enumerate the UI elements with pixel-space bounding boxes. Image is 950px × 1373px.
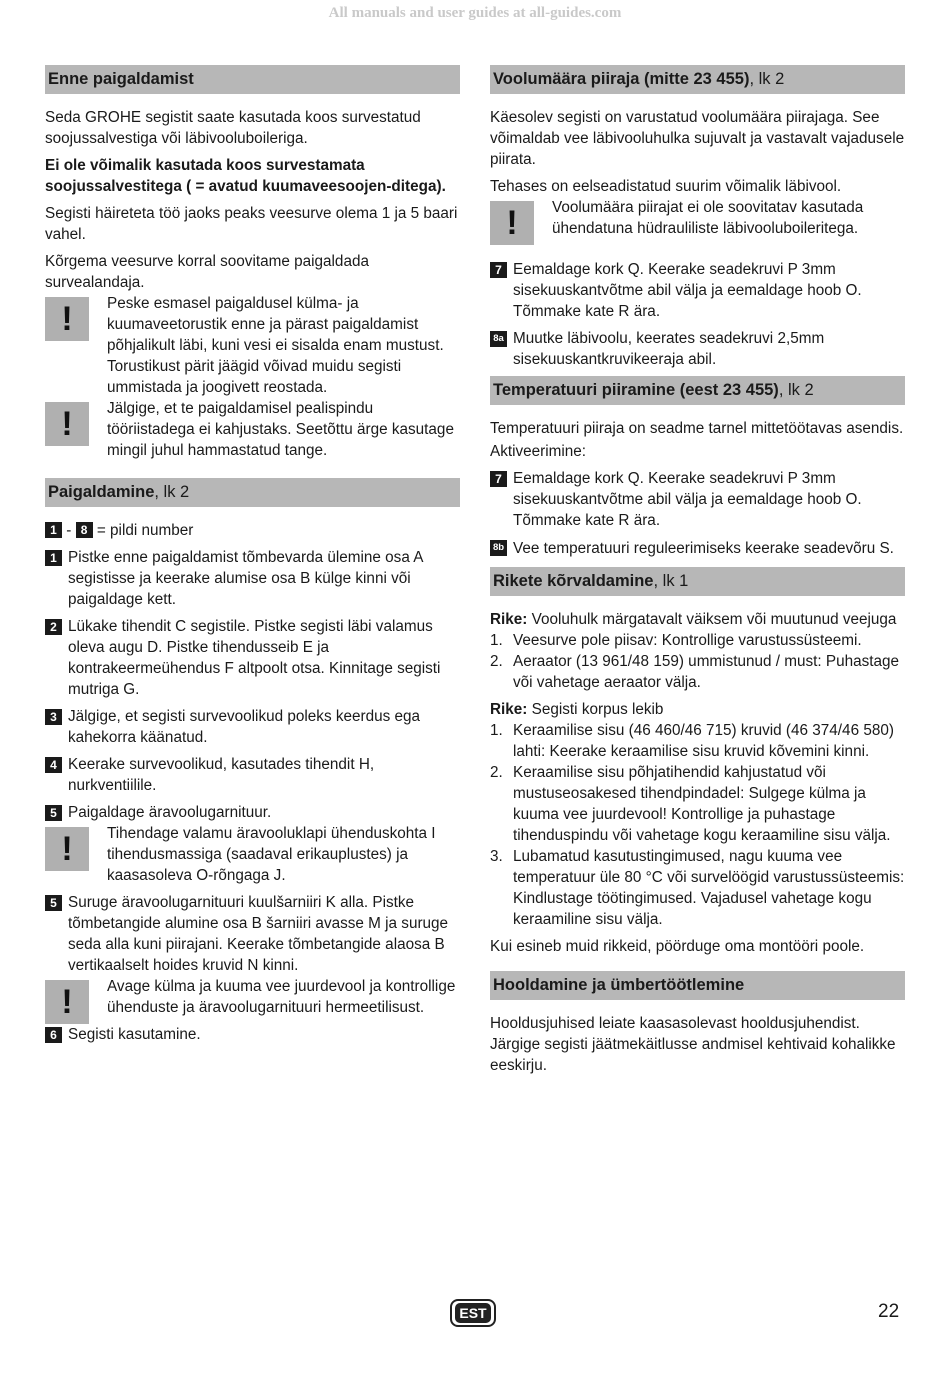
language-badge: EST (450, 1299, 496, 1327)
section-heading-before-install: Enne paigaldamist (45, 65, 460, 94)
paragraph: Aktiveerimine: (490, 443, 587, 460)
warning-icon: ! (45, 980, 89, 1024)
warning-text: Peske esmasel paigaldusel külma- ja kuumaveetorustik enne ja pärast paigaldamist põhjalikult läbi, kuni vesi ei sisalda enam mustust. Torustikust pärit jäägid võivad muidu segisti ummistada ja joogivett reostada. (107, 295, 444, 396)
fault-1-list (490, 630, 905, 693)
warning-note (45, 976, 460, 1021)
section-heading-installation: Paigaldamine, lk 2 (45, 478, 460, 507)
paragraph: Kui esineb muid rikkeid, pöörduge oma montööri poole. (490, 938, 865, 955)
temp-step-8b: 8b Vee temperatuuri reguleerimiseks keerake seadevõru S. (490, 537, 905, 561)
right-column (490, 65, 905, 1082)
warning-note (45, 398, 460, 461)
warning-icon: ! (45, 297, 89, 341)
install-step-2: 2 Lükake tihendit C segistile. Pistke segisti läbi valamus oleva augu D. Pistke tihendusseib E ja kontrakeermeühendus F altpoolt otsa. Kinnitage segisti mutriga G. (45, 616, 460, 700)
section-heading-flow-limiter: Voolumäära piiraja (mitte 23 455), lk 2 (490, 65, 905, 94)
install-step-3: 3 Jälgige, et segisti survevoolikud poleks keerdus ega kahekorra käänatud. (45, 706, 460, 748)
install-step-6: 6 Segisti kasutamine. (45, 1024, 460, 1045)
page-number: 22 (878, 1301, 900, 1322)
install-step-5a: 5 Paigaldage äravoolugarnituur. (45, 802, 460, 823)
warning-note (45, 293, 460, 398)
list-item: 1. Keraamilise sisu (46 460/46 715) kruvid (46 374/46 580) lahti: Keerake keraamilise sisu kruvid kõvemini kinni. (490, 722, 894, 760)
paragraph: Hooldusjuhised leiate kaasasolevast hooldusjuhendist. Järgige segisti jäätmekäitlusse andmisel kehtivaid kohalikke eeskirju. (490, 1015, 896, 1074)
section-heading-troubleshooting: Rikete kõrvaldamine, lk 1 (490, 567, 905, 596)
paragraph: Käesolev segisti on varustatud voolumäära piirajaga. See võimaldab vee läbivooluhulka sujuvalt ja vastavalt vajadusele piirata. (490, 109, 905, 168)
warning-text: Tihendage valamu äravooluklapi ühenduskohta I tihendusmassiga (saadaval erikauplustes) ja kaasasoleva O-rõngaga J. (107, 825, 436, 884)
paragraph-bold: Ei ole võimalik kasutada koos survestamata soojussalvestitega ( = avatud kuumaveesoojen-ditega). (45, 157, 446, 195)
paragraph: Tehases on eelseadistatud suurim võimalik läbivool. (490, 178, 842, 195)
install-step-5b: 5 Suruge äravoolugarnituuri kuulšarniiri K alla. Pistke tõmbetangide alumine osa B šarniiri avasse M ja suruge seda alla kuni piirajani. Keerake tõmbetangide alaosa B vertikaalselt hoides kruvid N kinni. (45, 892, 460, 976)
install-step-4: 4 Keerake survevoolikud, kasutades tihendit H, nurkventiilile. (45, 754, 460, 796)
temp-step-7: 7 Eemaldage kork Q. Keerake seadekruvi P 3mm sisekuuskantvõtme abil välja ja eemaldage hoob O. Tõmmake kate R ära. (490, 468, 905, 531)
flow-step-7: 7 Eemaldage kork Q. Keerake seadekruvi P 3mm sisekuuskantvõtme abil välja ja eemaldage hoob O. Tõmmake kate R ära. (490, 259, 905, 322)
fault-2: Rike: Segisti korpus lekib (490, 701, 664, 718)
list-item: 2. Keraamilise sisu põhjatihendid kahjustatud või mustuseosakesed tihendpindadel: Sulgege külma ja kuuma vee juurdevool! Kontrollige ja puhastage tihenduspindu või vahetage kogu keraamiline sisu välja. (490, 764, 891, 844)
section-heading-care-recycling: Hooldamine ja ümbertöötlemine (490, 971, 905, 1000)
paragraph: Kõrgema veesurve korral soovitame paigaldada survealandaja. (45, 253, 369, 291)
warning-text: Jälgige, et te paigaldamisel pealispindu tööriistadega ei kahjustaks. Seetõttu ärge kasutage mingil juhul hammastatud tange. (107, 400, 454, 459)
flow-step-8a: 8a Muutke läbivoolu, keerates seadekruvi 2,5mm sisekuuskantkruvikeeraja abil. (490, 328, 905, 370)
paragraph: Seda GROHE segistit saate kasutada koos survestatud soojussalvestiga või läbivooluboileriga. (45, 109, 421, 147)
warning-icon: ! (490, 201, 534, 245)
fault-2-list (490, 720, 905, 930)
step-number: 8 (76, 522, 93, 538)
paragraph: Segisti häireteta töö jaoks peaks veesurve olema 1 ja 5 baari vahel. (45, 205, 458, 243)
list-item: 3. Lubamatud kasutustingimused, nagu kuuma vee temperatuur üle 80 °C või survelöögid varustussüsteemis: Kindlustage töötingimused. Vajadusel vahetage kogu keraamiline sisu välja. (490, 848, 905, 928)
install-step-1: 1 Pistke enne paigaldamist tõmbevarda ülemine osa A segistisse ja keerake alumise osa B külge kinni või paigaldage kett. (45, 547, 460, 610)
fault-1: Rike: Vooluhulk märgatavalt väiksem või muutunud veejuga (490, 611, 897, 628)
paragraph: Temperatuuri piiraja on seadme tarnel mittetöötavas asendis. (490, 420, 904, 437)
step-number: 1 (45, 522, 62, 538)
section-heading-temperature-limit: Temperatuuri piiramine (eest 23 455), lk 2 (490, 376, 905, 405)
warning-note (490, 197, 905, 242)
warning-icon: ! (45, 402, 89, 446)
warning-icon: ! (45, 827, 89, 871)
left-column (45, 65, 460, 1051)
warning-text: Avage külma ja kuuma vee juurdevool ja kontrollige ühenduste ja äravoolugarnituuri hermeetilisust. (107, 978, 456, 1016)
watermark: All manuals and user guides at all-guides.com (328, 5, 622, 21)
warning-text: Voolumäära piirajat ei ole soovitatav kasutada ühendatuna hüdrauliliste läbivooluboileritega. (552, 199, 864, 237)
warning-note (45, 823, 460, 886)
picture-legend: 1 - 8 = pildi number (45, 520, 460, 541)
list-item: 1. Veesurve pole piisav: Kontrollige varustussüsteemi. (490, 632, 862, 649)
list-item: 2. Aeraator (13 961/48 159) ummistunud / must: Puhastage või vahetage aeraator välja. (490, 653, 900, 691)
